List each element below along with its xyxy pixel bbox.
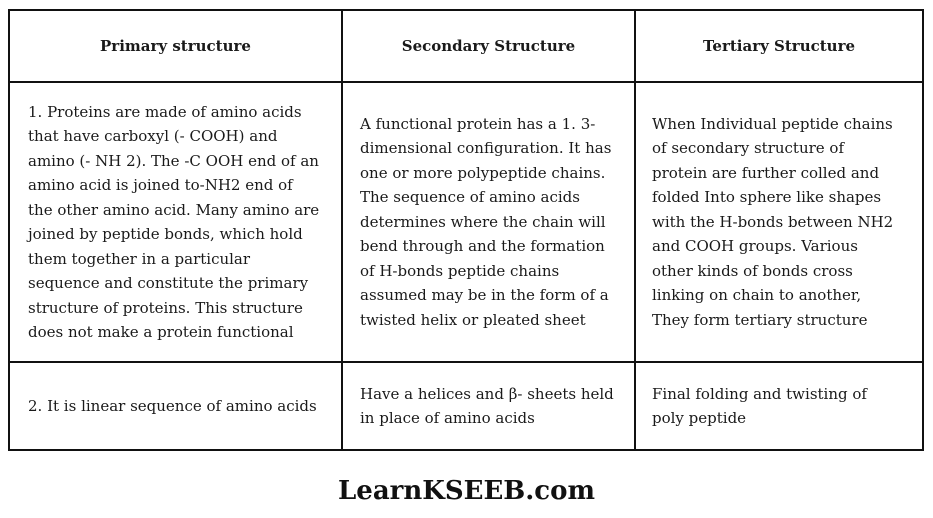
cell-primary-description: 1. Proteins are made of amino acids that have carboxyl (- COOH) and amino (- NH 2). The -C OOH end of an amino acid is joined to-NH2 end of the other amino acid. Many amino are joined by peptide bonds, which hold them together in a particular sequence and constitute the primary structure of proteins. This structure does not make a protein functional [9, 82, 342, 362]
site-watermark: LearnKSEEB.com [338, 476, 595, 506]
cell-tertiary-description: When Individual peptide chains of secondary structure of protein are further colled and folded Into sphere like shapes with the H-bonds between NH2 and COOH groups. Various other kinds of bonds cross linking on chain to another, They form tertiary structure [635, 82, 923, 362]
cell-secondary-description: A functional protein has a 1. 3-dimensional configuration. It has one or more polypeptide chains. The sequence of amino acids determines where the chain will bend through and the formation of H-bonds peptide chains assumed may be in the form of a twisted helix or pleated sheet [342, 82, 635, 362]
cell-primary-summary: 2. It is linear sequence of amino acids [9, 362, 342, 450]
table-row [9, 82, 923, 362]
header-tertiary-structure: Tertiary Structure [635, 10, 923, 82]
header-secondary-structure: Secondary Structure [342, 10, 635, 82]
protein-structure-table [8, 9, 924, 451]
table-header-row [9, 10, 923, 82]
cell-tertiary-summary: Final folding and twisting of poly peptide [635, 362, 923, 450]
header-primary-structure: Primary structure [9, 10, 342, 82]
table-row [9, 362, 923, 450]
cell-secondary-summary: Have a helices and β- sheets held in place of amino acids [342, 362, 635, 450]
